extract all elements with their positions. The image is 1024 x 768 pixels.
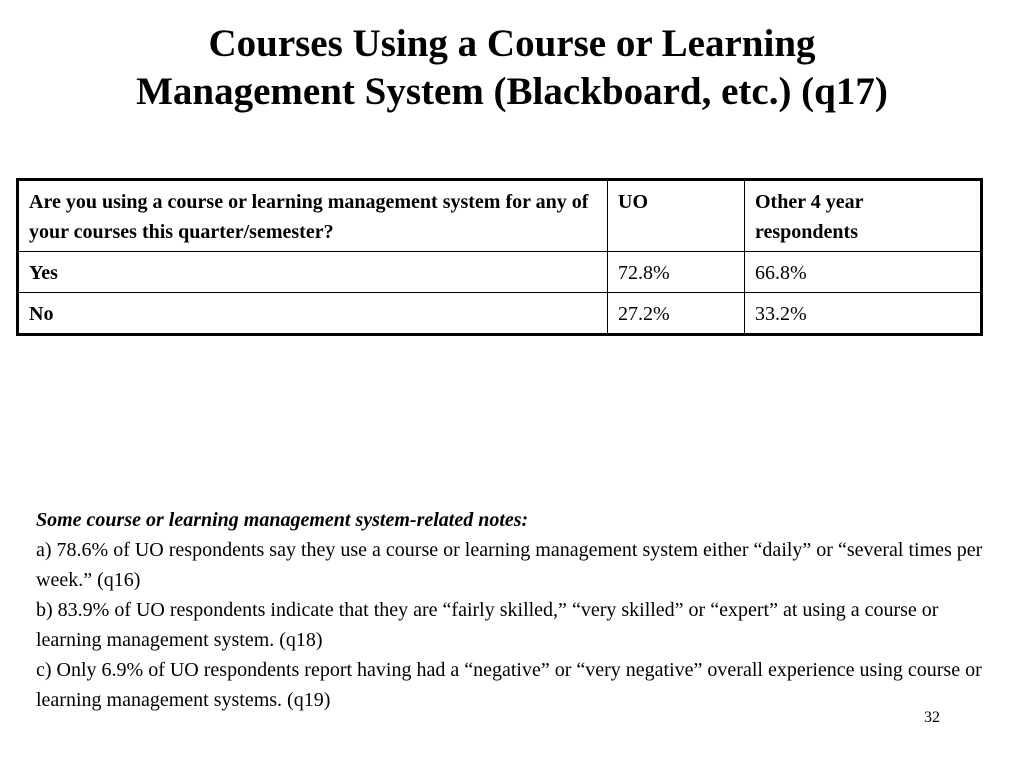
slide-title bbox=[0, 20, 1024, 116]
notes-heading: Some course or learning management system-related notes: bbox=[36, 509, 529, 531]
row-label-yes: Yes bbox=[18, 252, 608, 293]
page-number: 32 bbox=[924, 709, 940, 726]
cell-no-other: 33.2% bbox=[745, 293, 982, 335]
note-item-b: b) 83.9% of UO respondents indicate that they are “fairly skilled,” “very skilled” or “expert” at using a course or learning management system. (q18) bbox=[36, 599, 939, 651]
table-header-row bbox=[18, 180, 982, 252]
results-table bbox=[16, 178, 983, 336]
cell-yes-uo: 72.8% bbox=[608, 252, 745, 293]
table-row bbox=[18, 293, 982, 335]
table-row bbox=[18, 252, 982, 293]
cell-yes-other: 66.8% bbox=[745, 252, 982, 293]
row-label-no: No bbox=[18, 293, 608, 335]
header-uo: UO bbox=[608, 180, 745, 252]
slide-title-line-2: Management System (Blackboard, etc.) (q17) bbox=[136, 70, 888, 113]
header-question: Are you using a course or learning management system for any of your courses this quarter/semester? bbox=[18, 180, 608, 252]
note-item-c: c) Only 6.9% of UO respondents report having had a “negative” or “very negative” overall experience using course or learning management systems. (q19) bbox=[36, 659, 982, 711]
note-item-a: a) 78.6% of UO respondents say they use a course or learning management system either “daily” or “several times per week.” (q16) bbox=[36, 539, 983, 591]
notes-block bbox=[36, 505, 996, 715]
header-other-4-year: Other 4 year respondents bbox=[745, 180, 982, 252]
cell-no-uo: 27.2% bbox=[608, 293, 745, 335]
slide-title-line-1: Courses Using a Course or Learning bbox=[208, 22, 816, 65]
